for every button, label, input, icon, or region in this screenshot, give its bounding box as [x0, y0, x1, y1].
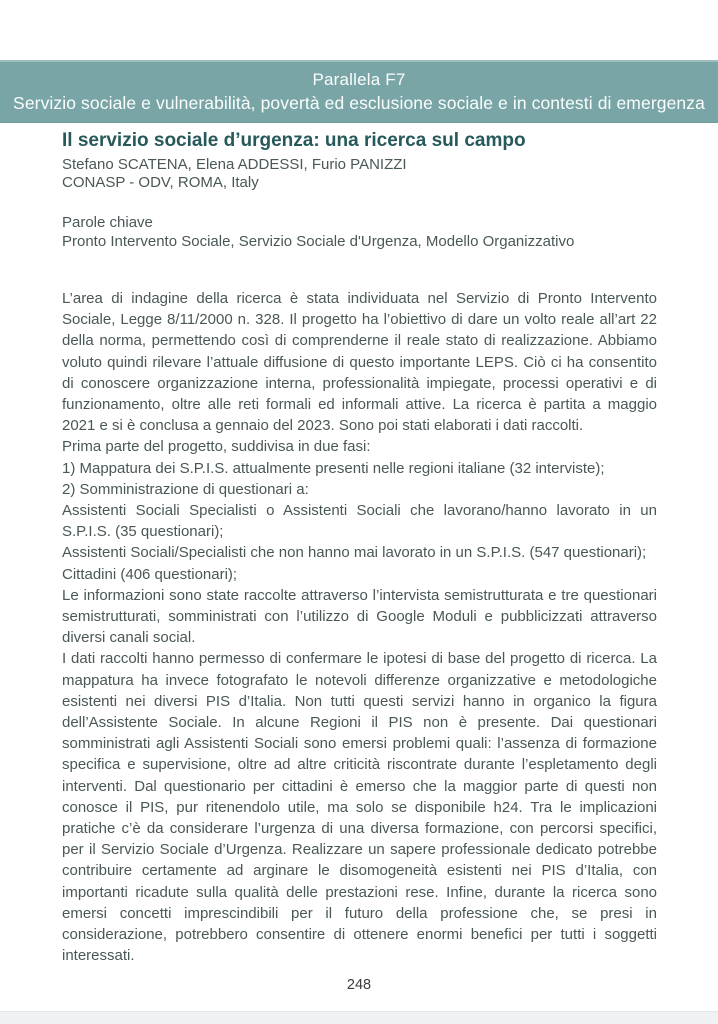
abstract-text	[62, 288, 657, 967]
abstract-paragraph: L’area di indagine della ricerca è stata individuata nel Servizio di Pronto Intervento Sociale, Legge 8/11/2000 n. 328. Il progetto ha l’obiettivo di dare un volto reale all’art 22 della norma, permettendo così di comprenderne il reale stato di realizzazione. Abbiamo voluto quindi rilevare l’attuale diffusione di questo importante LEPS. Ciò ci ha consentito di conoscere organizzazione interna, professionalità impiegate, processi operativi e di funzionamento, oltre alle reti formali ed informali attive. La ricerca è partita a maggio 2021 e si è conclusa a gennaio del 2023. Sono poi stati elaborati i dati raccolti.	[62, 290, 657, 435]
abstract-paragraph: I dati raccolti hanno permesso di confermare le ipotesi di base del progetto di ricerca. La mappatura ha invece fotografato le notevoli differenze organizzative e metodologiche esistenti nei diversi PIS d’Italia. Non tutti questi servizi hanno in organico la figura dell’Assistente Sociale. In alcune Regioni il PIS non è presente. Dai questionari somministrati agli Assistenti Sociali sono emersi problemi quali: l’assenza di formazione specifica e supervisione, oltre ad altre criticità riscontrate durante l’espletamento degli interventi. Dal questionario per cittadini è emerso che la maggior parte di questi non conosce il PIS, pur ritenendolo utile, ma solo se disponibile h24. Tra le implicazioni pratiche c’è da considerare l’urgenza di una diversa formazione, con percorsi specifici, per il Servizio Sociale d’Urgenza. Realizzare un sapere professionale dedicato potrebbe contribuire certamente ad arginare le disomogeneità esistenti nei PIS d’Italia, con importanti ricadute sulla qualità delle prestazioni rese. Infine, durante la ricerca sono emersi concetti imprescindibili per il futuro della professione che, se presi in considerazione, potrebbero consentire di ottenere enormi benefici per tutti i soggetti interessati.	[62, 650, 657, 965]
paper-content	[62, 129, 657, 967]
session-title: Parallela F7	[312, 70, 406, 89]
viewer-bottom-edge	[0, 1011, 718, 1024]
abstract-paragraph: Assistenti Sociali Specialisti o Assistenti Sociali che lavorano/hanno lavorato in un S.P.I.S. (35 questionari);	[62, 502, 657, 541]
abstract-paragraph: 1) Mappatura dei S.P.I.S. attualmente presenti nelle regioni italiane (32 interviste);	[62, 459, 605, 477]
paper-authors: Stefano SCATENA, Elena ADDESSI, Furio PANIZZI	[62, 156, 407, 173]
abstract-paragraph: Prima parte del progetto, suddivisa in due fasi:	[62, 438, 371, 456]
paper-affiliation: CONASP - ODV, ROMA, Italy	[62, 174, 259, 191]
keywords-section	[62, 213, 657, 251]
keywords-label: Parole chiave	[62, 214, 153, 231]
abstract-paragraph: Cittadini (406 questionari);	[62, 565, 238, 583]
paper-title: Il servizio sociale d’urgenza: una ricerca sul campo	[62, 130, 526, 151]
session-banner	[0, 60, 718, 123]
abstract-paragraph: Le informazioni sono state raccolte attraverso l’intervista semistrutturata e tre questionari semistrutturati, somministrati con l’utilizzo di Google Moduli e pubblicizzati attraverso diversi canali social.	[62, 586, 657, 647]
keywords-list: Pronto Intervento Sociale, Servizio Sociale d'Urgenza, Modello Organizzativo	[62, 233, 575, 250]
session-subtitle: Servizio sociale e vulnerabilità, povertà ed esclusione sociale e in contesti di emergenza	[13, 93, 705, 113]
abstract-paragraph: 2) Somministrazione di questionari a:	[62, 480, 309, 498]
page-number: 248	[346, 977, 372, 993]
abstract-paragraph: Assistenti Sociali/Specialisti che non hanno mai lavorato in un S.P.I.S. (547 questionari);	[62, 544, 647, 562]
